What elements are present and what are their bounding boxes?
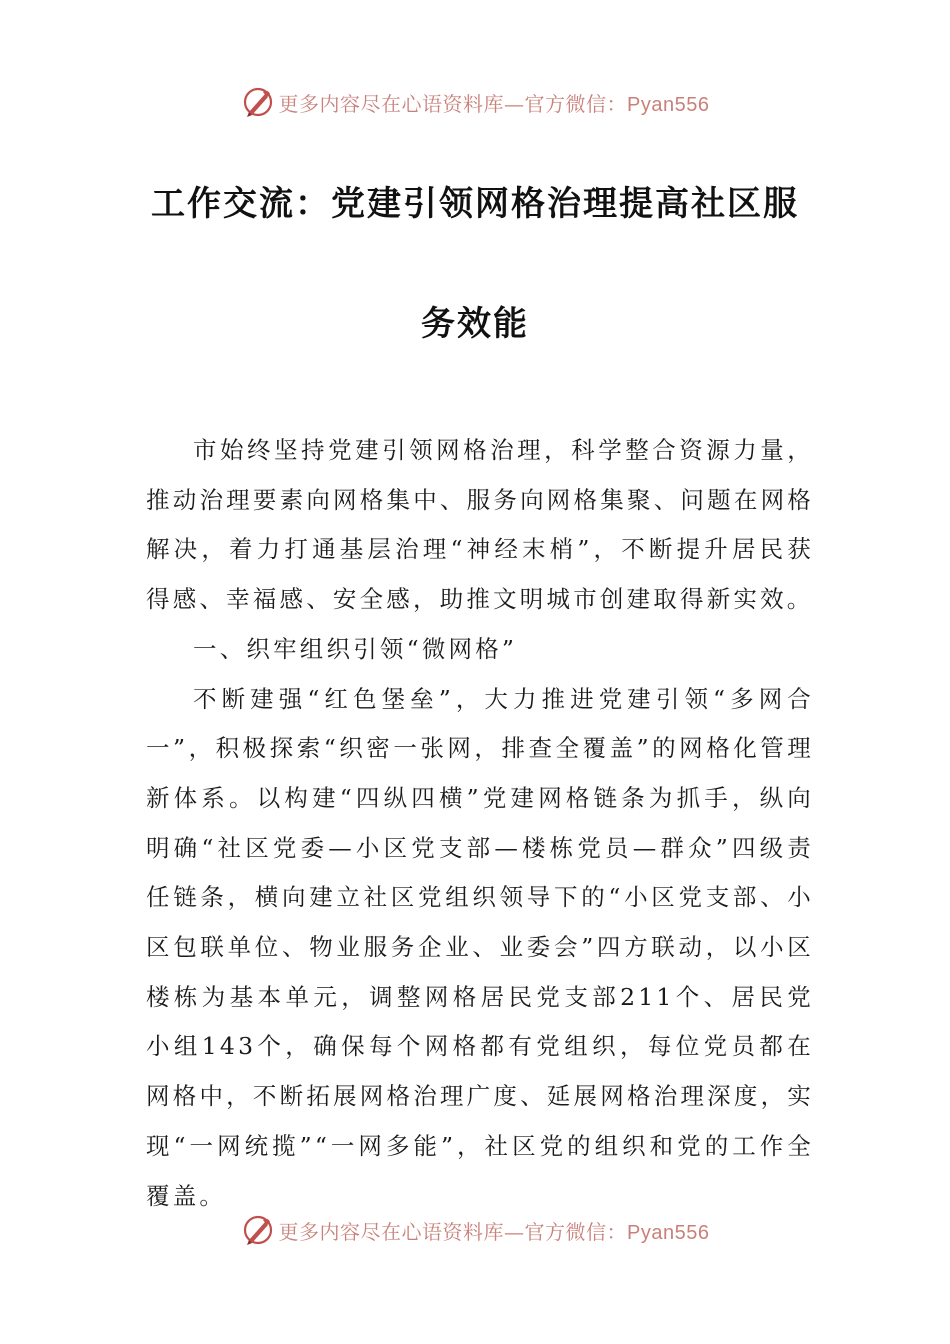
watermark-header (0, 82, 950, 122)
watermark-text: 更多内容尽在心语资料库—官方微信：Pyan556 (278, 1219, 710, 1244)
watermark-wechat-id: Pyan556 (627, 93, 710, 116)
pen-logo-icon (241, 85, 275, 119)
document-title-line-2: 务效能 (421, 304, 529, 344)
section-heading: 一、织牢组织引领“微网格” (193, 634, 518, 663)
watermark-footer (0, 1210, 950, 1250)
watermark-wechat-id: Pyan556 (627, 1221, 710, 1244)
document-body (146, 426, 814, 1221)
watermark-text: 更多内容尽在心语资料库—官方微信：Pyan556 (278, 91, 710, 116)
document-title-line-1: 工作交流：党建引领网格治理提高社区服 (151, 184, 799, 224)
intro-paragraph: 市始终坚持党建引领网格治理，科学整合资源力量，推动治理要素向网格集中、服务向网格集聚、问题在网格解决，着力打通基层治理“神经末梢”，不断提升居民获得感、幸福感、安全感，助推文明城市创建取得新实效。 (146, 436, 814, 614)
pen-logo-icon (241, 1213, 275, 1247)
section-paragraph: 不断建强“红色堡垒”，大力推进党建引领“多网合一”，积极探索“织密一张网，排查全覆盖”的网格化管理新体系。以构建“四纵四横”党建网格链条为抓手，纵向明确“社区党委—小区党支部—楼栋党员—群众”四级责任链条，横向建立社区党组织领导下的“小区党支部、小区包联单位、物业服务企业、业委会”四方联动，以小区楼栋为基本单元，调整网格居民党支部211个、居民党小组143个，确保每个网格都有党组织，每位党员都在网格中，不断拓展网格治理广度、延展网格治理深度，实现“一网统揽”“一网多能”，社区党的组织和党的工作全覆盖。 (146, 684, 814, 1210)
